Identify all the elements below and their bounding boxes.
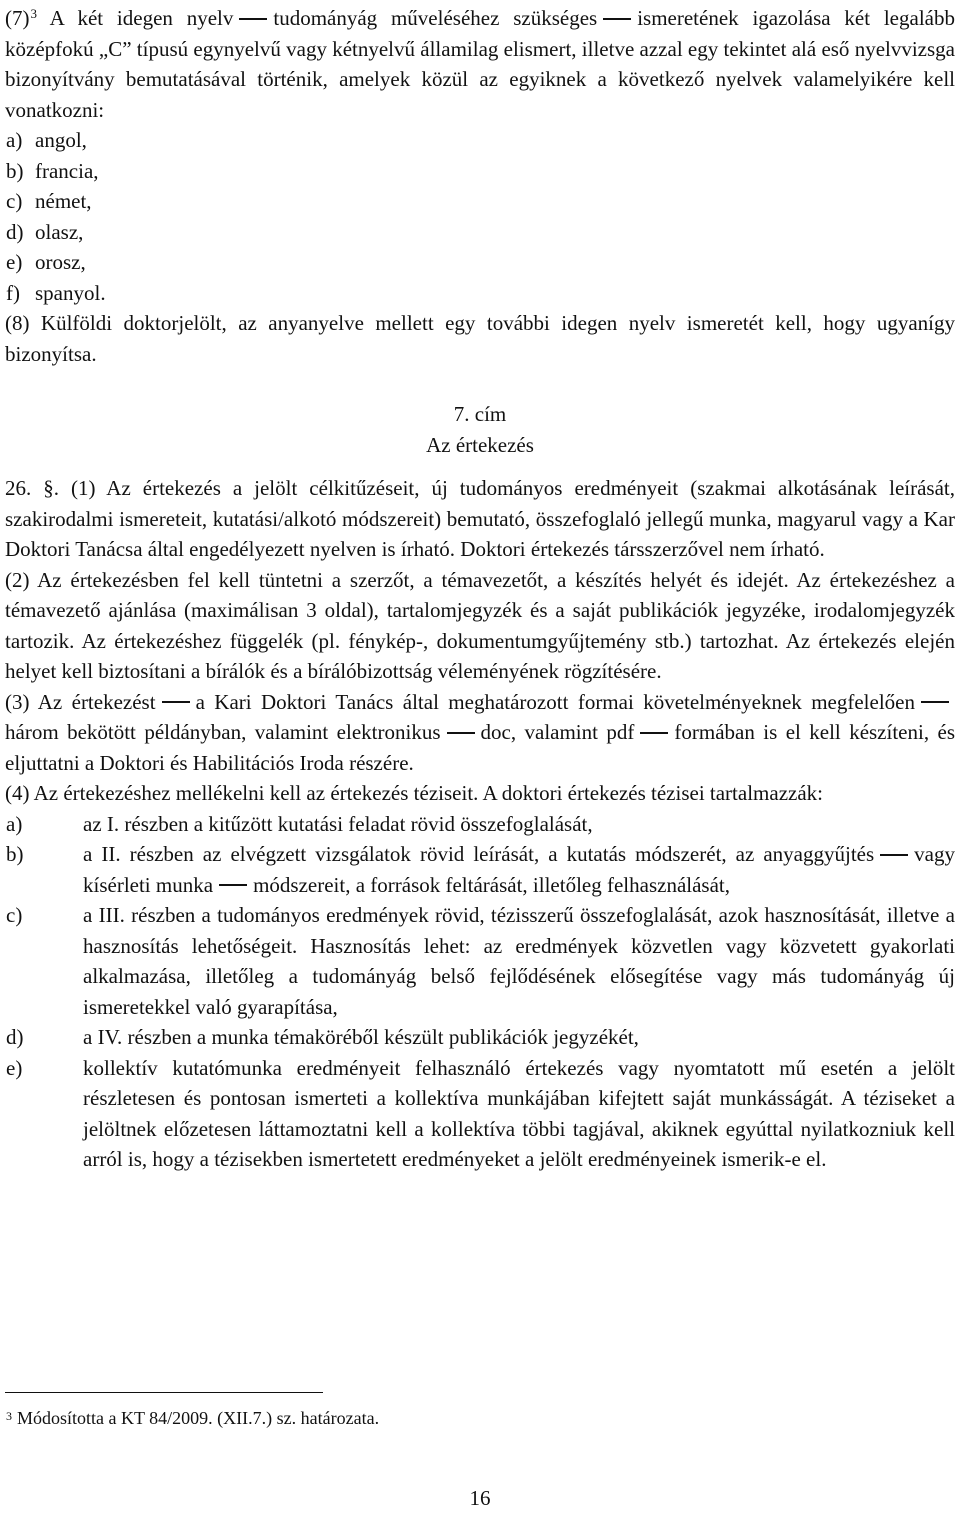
dash [603, 18, 631, 20]
list-item: f) spanyol. [6, 280, 106, 305]
list-item: e) orosz, [6, 250, 86, 274]
list-item: a) angol, [6, 128, 87, 152]
footnote-text: Módosította a KT 84/2009. (XII.7.) sz. határozata. [17, 1408, 380, 1428]
list-item: b) francia, [6, 158, 99, 183]
document-page [5, 3, 955, 1175]
footnote-marker: 3 [6, 1409, 12, 1423]
list-item: d) olasz, [6, 219, 84, 244]
theses-list [5, 809, 955, 1175]
footnote-reference[interactable]: 3 [30, 6, 37, 21]
paragraph-8: (8) Külföldi doktorjelölt, az anyanyelve mellett egy további idegen nyelv ismeretét kell, hogy ugyanígy bizonyítsa. [5, 311, 955, 366]
paragraph-7: (7)$^3$ A két idegen nyelv tudományág műveléséhez szükséges ismeretének igazolása két legalább középfokú „C” típusú egynyelvű vagy kétnyelvű államilag elismert, illetve azzal egy tekintet alá eső nyelvvizsga bizonyítvány bemutatásával történik, amelyek közül az egyiknek a következő nyelvek valamelyikére kell vonatkozni: [5, 6, 955, 122]
list-item: d) a IV. részben a munka témaköréből készült publikációk jegyzékét, [6, 1025, 639, 1049]
dash [239, 18, 267, 20]
dash [640, 732, 668, 734]
dash [162, 701, 190, 703]
list-item: c) német, [6, 189, 92, 213]
section-26-paragraph-3: (3) Az értekezést a Kari Doktori Tanács által meghatározott formai követelményeknek megfelelőenhárom bekötött példányban, valamint elektronikus doc, valamint pdf formában is el kell készíteni, és eljuttatni a Doktori és Habilitációs Iroda részére. [5, 689, 955, 775]
list-item: b) a II. részben az elvégzett vizsgálatok rövid leírását, a kutatás módszerét, az anyaggyűjtés vagy kísérleti munka módszereit, a források feltárását, illetőleg felhasználását, [6, 842, 955, 897]
paragraph-label: (7) [5, 6, 30, 30]
dash [921, 701, 949, 703]
list-item: a) az I. részben a kitűzött kutatási feladat rövid összefoglalását, [6, 811, 593, 836]
section-26-paragraph-1: 26. §. (1) Az értekezés a jelölt célkitűzéseit, új tudományos eredményeit (szakmai alkotásának leírását, szakirodalmi ismereteit, kutatási/alkotó módszereit) bemutató, összefoglaló jellegű munka, magyarul vagy a Kar Doktori Tanácsa által engedélyezett nyelven is írható. Doktori értekezés társszerzővel nem írható. [5, 476, 955, 561]
list-item: e) kollektív kutatómunka eredményeit felhasználó értekezés vagy nyomtatott mű esetén a jelölt részletesen és pontosan ismerteti a kollektíva munkájában kifejtett saját munkásságát. A téziseket a jelöltnek előzetesen láttamoztatni kell a kollektíva többi tagjával, akiknek egyúttal nyilatkozniuk kell arról is, hogy a tézisekben ismertetett eredményeket a jelölt eredményeinek ismerik-e el. [6, 1055, 955, 1171]
page-number: 16 [469, 1486, 491, 1510]
dash [880, 854, 908, 856]
footnote-separator [5, 1392, 323, 1393]
section-26-paragraph-4: (4) Az értekezéshez mellékelni kell az értekezés téziseit. A doktori értekezés tézisei tartalmazzák: [5, 781, 823, 805]
section-26-paragraph-2: (2) Az értekezésben fel kell tüntetni a szerzőt, a témavezetőt, a készítés helyét és idejét. Az értekezéshez a témavezető ajánlása (maximálisan 3 oldal), tartalomjegyzék és a saját publikációk jegyzéke, irodalomjegyzék tartozik. Az értekezéshez függelék (pl. fénykép-, dokumentumgyűjtemény stb.) tartozhat. Az értekezés elején helyet kell biztosítani a bírálók és a bírálóbizottság véleményének rögzítésére. [5, 567, 955, 683]
section-heading [5, 399, 955, 460]
list-item: c) a III. részben a tudományos eredmények rövid, tézisszerű összefoglalását, azok hasznosítását, illetve a hasznosítás lehetőségeit. Hasznosítás lehet: az eredmények közvetlen vagy közvetett gyakorlati alkalmazása, illetőleg a tudományág belső fejlődésének elősegítése vagy más tudományág új ismeretekkel való gyarapítása, [6, 903, 955, 1019]
section-number: 7. cím [453, 402, 507, 426]
language-list [5, 125, 955, 308]
section-title: Az értekezés [426, 432, 534, 457]
dash [219, 884, 247, 886]
footnote [5, 1406, 379, 1430]
dash [447, 732, 475, 734]
